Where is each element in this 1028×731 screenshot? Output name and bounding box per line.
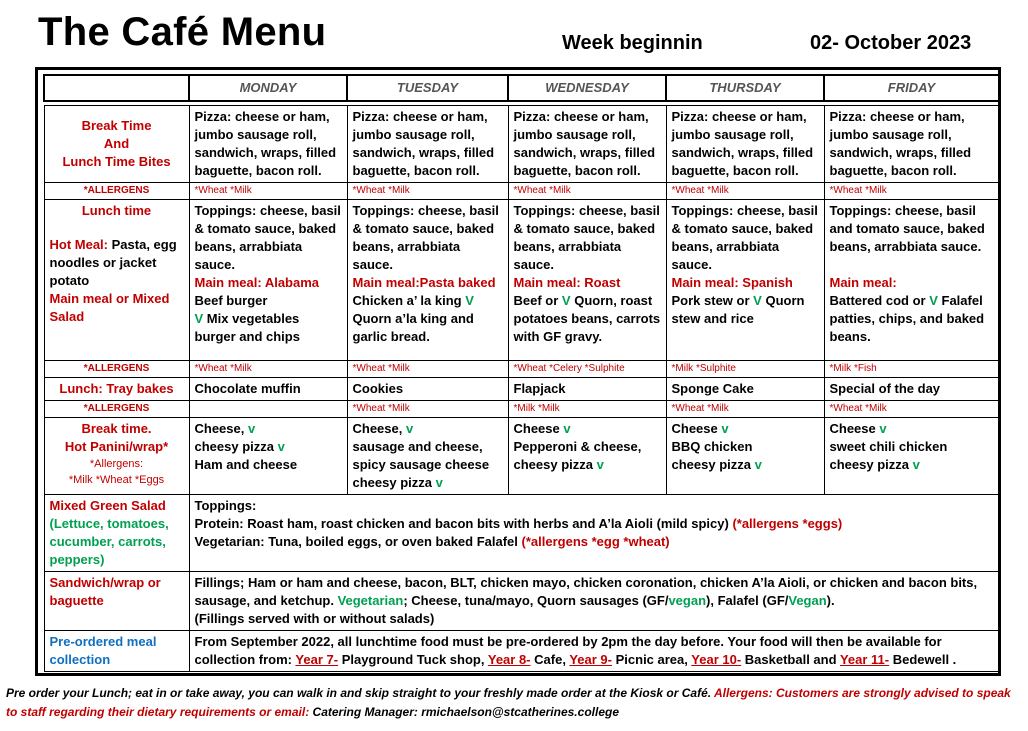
lunch-allergens-row <box>44 361 999 378</box>
bites-friday: Pizza: cheese or ham, jumbo sausage roll, sandwich, wraps, filled baguette, bacon roll. <box>824 106 999 183</box>
salad-row <box>44 495 999 572</box>
allergens-cell: *Wheat *Milk <box>347 183 508 200</box>
preorder-details: From September 2022, all lunchtime food must be pre-ordered by 2pm the day before. Your food will then be available for collection from: Year 7- Playground Tuck shop, Year 8- Cafe, Year 9- Picnic area, Year 10- Basketball and Year 11- Bedewell . <box>189 631 999 672</box>
footer-note: Pre order your Lunch; eat in or take away, you can walk in and skip straight to your freshly made order at the Kiosk or Café. Allergens: Customers are strongly advised to speak to staff regarding their dietary requirements or email: Catering Manager: rmichaelson@stcatherines.college <box>6 686 1011 719</box>
tray-bake-wednesday: Flapjack <box>508 378 666 401</box>
bites-wednesday: Pizza: cheese or ham, jumbo sausage roll, sandwich, wraps, filled baguette, bacon roll. <box>508 106 666 183</box>
break-lunch-bites-row <box>44 106 999 183</box>
tray-bake-thursday: Sponge Cake <box>666 378 824 401</box>
panini-monday: Cheese, v cheesy pizza v Ham and cheese <box>189 418 347 495</box>
sandwich-details: Fillings; Ham or ham and cheese, bacon, BLT, chicken mayo, chicken coronation, chicken A’la Aioli, or chicken and bacon bits, sausage, and ketchup. Vegetarian; Cheese, tuna/mayo, Quorn sausages (GF/vegan), Falafel (GF/Vegan). (Fillings served with or without salads) <box>189 572 999 631</box>
allergens-cell: *Wheat *Milk <box>347 361 508 378</box>
lunch-row <box>44 200 999 361</box>
panini-label: Break time. Hot Panini/wrap* *Allergens: *Milk *Wheat *Eggs <box>44 418 189 495</box>
salad-details: Toppings: Protein: Roast ham, roast chicken and bacon bits with herbs and A’la Aioli (mild spicy) (*allergens *eggs) Vegetarian: Tuna, boiled eggs, or oven baked Falafel (*allergens *egg *wheat) <box>189 495 999 572</box>
allergens-cell: *Wheat *Milk <box>824 183 999 200</box>
allergens-cell <box>189 401 347 418</box>
lunch-title: Lunch time <box>81 203 152 218</box>
tray-bakes-row <box>44 378 999 401</box>
panini-friday: Cheese v sweet chili chicken cheesy pizza v <box>824 418 999 495</box>
bites-tuesday: Pizza: cheese or ham, jumbo sausage roll, sandwich, wraps, filled baguette, bacon roll. <box>347 106 508 183</box>
day-wednesday: WEDNESDAY <box>508 75 666 101</box>
break-lunch-bites-label: Break Time And Lunch Time Bites <box>44 106 189 183</box>
hot-meal-text: Pasta, egg noodles or jacket potato <box>49 237 177 288</box>
day-friday: FRIDAY <box>824 75 999 101</box>
menu-table <box>43 74 1000 672</box>
lunch-label <box>44 200 189 361</box>
preorder-row <box>44 631 999 672</box>
allergens-cell: *Wheat *Celery *Sulphite <box>508 361 666 378</box>
tray-bake-friday: Special of the day <box>824 378 999 401</box>
day-monday: MONDAY <box>189 75 347 101</box>
bites-monday: Pizza: cheese or ham, jumbo sausage roll, sandwich, wraps, filled baguette, bacon roll. <box>189 106 347 183</box>
tray-allergens-row <box>44 401 999 418</box>
allergens-cell: *Wheat *Milk <box>666 401 824 418</box>
tray-bake-monday: Chocolate muffin <box>189 378 347 401</box>
days-header-row <box>44 75 999 101</box>
panini-row <box>44 418 999 495</box>
page-title: The Café Menu <box>38 10 327 54</box>
lunch-monday: Toppings: cheese, basil & tomato sauce, baked beans, arrabbiata sauce. Main meal: Alabama Beef burger V Mix vegetables burger and chips <box>189 200 347 361</box>
sandwich-row <box>44 572 999 631</box>
allergens-cell: *Wheat *Milk <box>666 183 824 200</box>
allergens-cell: *Milk *Milk <box>508 401 666 418</box>
header-corner <box>44 75 189 101</box>
bites-thursday: Pizza: cheese or ham, jumbo sausage roll, sandwich, wraps, filled baguette, bacon roll. <box>666 106 824 183</box>
week-date: 02- October 2023 <box>810 32 972 54</box>
lunch-wednesday: Toppings: cheese, basil & tomato sauce, baked beans, arrabbiata sauce. Main meal: Roast Beef or V Quorn, roast potatoes beans, carrots with GF gravy. <box>508 200 666 361</box>
week-label: Week beginnin <box>562 32 703 54</box>
menu-frame <box>35 67 1001 676</box>
allergens-cell: *Milk *Sulphite <box>666 361 824 378</box>
hot-meal-label: Hot Meal: <box>49 237 108 252</box>
salad-label: Mixed Green Salad (Lettuce, tomatoes, cucumber, carrots, peppers) <box>44 495 189 572</box>
preorder-label: Pre-ordered meal collection <box>44 631 189 672</box>
tray-bake-tuesday: Cookies <box>347 378 508 401</box>
tray-bakes-label: Lunch: Tray bakes <box>44 378 189 401</box>
allergens-label: *ALLERGENS <box>44 183 189 200</box>
panini-wednesday: Cheese v Pepperoni & cheese, cheesy pizza v <box>508 418 666 495</box>
allergens-cell: *Milk *Fish <box>824 361 999 378</box>
allergens-label: *ALLERGENS <box>44 361 189 378</box>
day-tuesday: TUESDAY <box>347 75 508 101</box>
panini-tuesday: Cheese, v sausage and cheese, spicy sausage cheese cheesy pizza v <box>347 418 508 495</box>
allergens-cell: *Wheat *Milk <box>508 183 666 200</box>
allergens-cell: *Wheat *Milk <box>347 401 508 418</box>
bites-allergens-row <box>44 183 999 200</box>
day-thursday: THURSDAY <box>666 75 824 101</box>
allergens-cell: *Wheat *Milk <box>824 401 999 418</box>
allergens-cell: *Wheat *Milk <box>189 361 347 378</box>
lunch-tuesday: Toppings: cheese, basil & tomato sauce, baked beans, arrabbiata sauce. Main meal:Pasta baked Chicken a’ la king V Quorn a’la king and garlic bread. <box>347 200 508 361</box>
allergens-cell: *Wheat *Milk <box>189 183 347 200</box>
sandwich-label: Sandwich/wrap or baguette <box>44 572 189 631</box>
panini-thursday: Cheese v BBQ chicken cheesy pizza v <box>666 418 824 495</box>
lunch-friday: Toppings: cheese, basil and tomato sauce, baked beans, arrabbiata sauce. Main meal: Battered cod or V Falafel patties, chips, and baked beans. <box>824 200 999 361</box>
main-or-mixed: Main meal or Mixed Salad <box>49 291 170 324</box>
lunch-thursday: Toppings: cheese, basil & tomato sauce, baked beans, arrabbiata sauce. Main meal: Spanish Pork stew or V Quorn stew and rice <box>666 200 824 361</box>
allergens-label: *ALLERGENS <box>44 401 189 418</box>
